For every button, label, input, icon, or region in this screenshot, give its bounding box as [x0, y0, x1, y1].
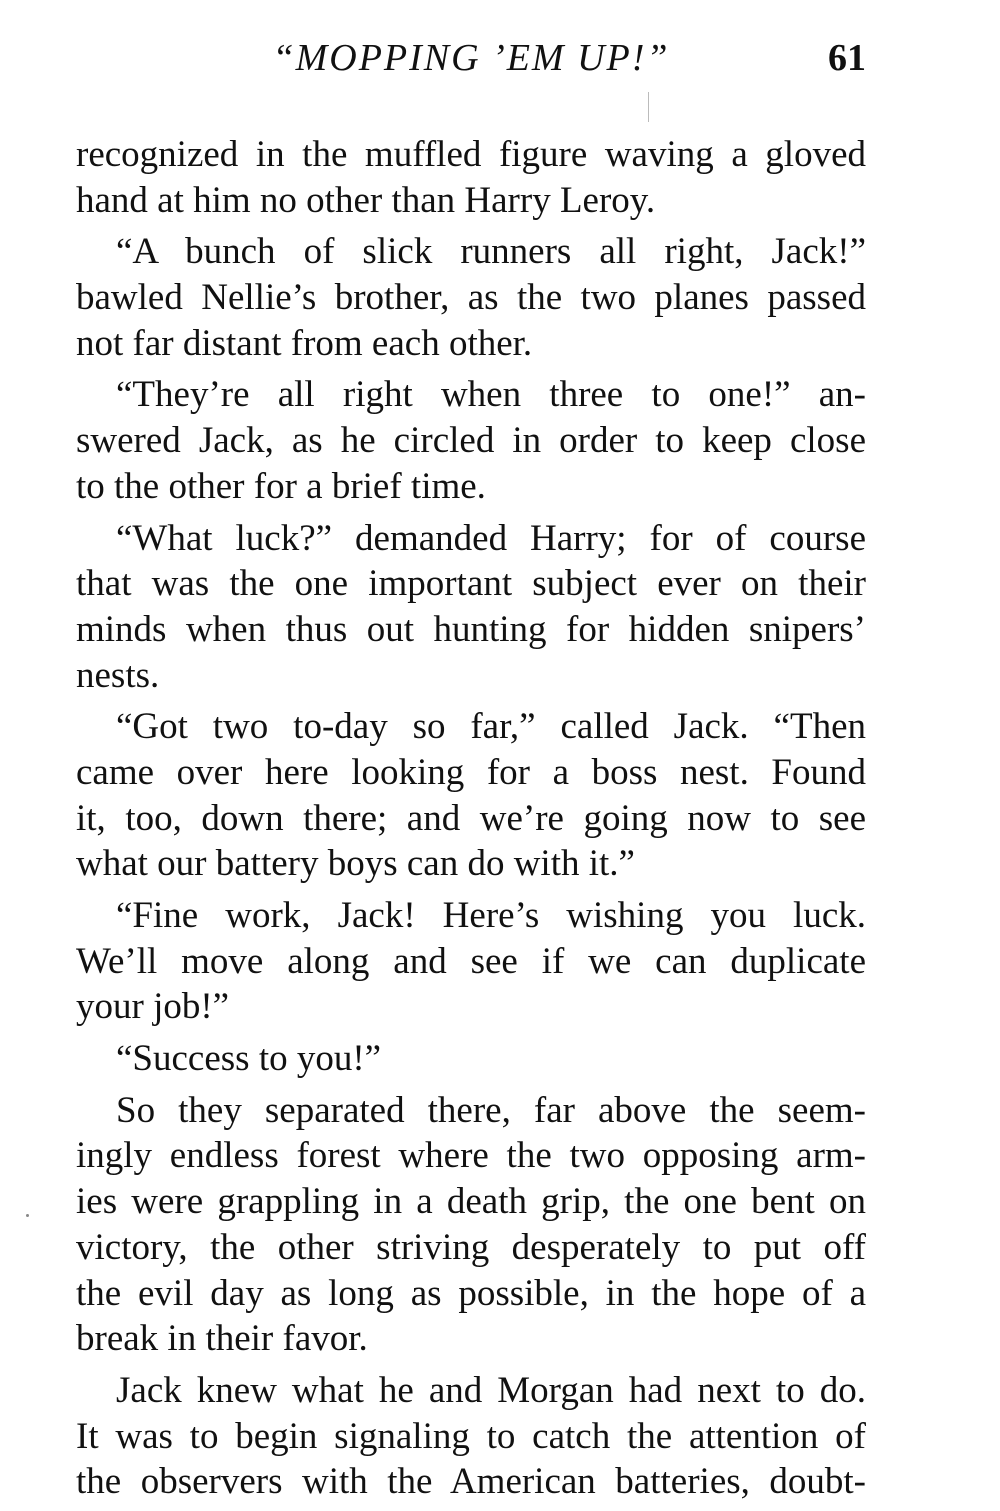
text-line: that was the one important subject ever on their — [76, 563, 866, 605]
text-line: ies were grappling in a death grip, the one bent on — [76, 1181, 866, 1223]
text-line: “What luck?” demanded Harry; for of course — [116, 517, 866, 559]
text-line: hand at him no other than Harry Leroy. — [76, 179, 656, 221]
text-line: “A bunch of slick runners all right, Jack!” — [116, 231, 866, 273]
text-line: It was to begin signaling to catch the attention of — [76, 1415, 866, 1457]
paragraph-6 — [76, 893, 866, 1030]
text-line: break in their favor. — [76, 1318, 368, 1360]
paragraph-8 — [76, 1088, 866, 1362]
paragraph-3 — [76, 372, 866, 509]
text-line: bawled Nellie’s brother, as the two planes passed — [76, 277, 866, 319]
paragraph-7 — [76, 1036, 866, 1082]
text-line: came over here looking for a boss nest. Found — [76, 751, 866, 793]
paragraph-4 — [76, 516, 866, 699]
text-line: “Got two to-day so far,” called Jack. “Then — [116, 706, 866, 748]
page-number: 61 — [828, 37, 866, 79]
text-line: the observers with the American batteries, doubt- — [76, 1461, 866, 1503]
text-line: the evil day as long as possible, in the hope of a — [76, 1272, 866, 1314]
paragraph-2 — [76, 229, 866, 366]
text-line: “Fine work, Jack! Here’s wishing you luck. — [116, 895, 866, 936]
text-line: what our battery boys can do with it.” — [76, 843, 635, 885]
running-head — [76, 34, 866, 94]
text-line: ingly endless forest where the two opposing arm- — [76, 1135, 866, 1177]
text-line: “They’re all right when three to one!” an- — [116, 374, 866, 416]
text-line: not far distant from each other. — [76, 322, 533, 364]
text-line: Jack knew what he and Morgan had next to do. — [116, 1369, 866, 1411]
text-line: nests. — [76, 654, 160, 696]
text-line: victory, the other striving desperately to put off — [76, 1226, 866, 1268]
text-line: it, too, down there; and we’re going now to see — [76, 797, 866, 839]
text-line: recognized in the muffled figure waving a gloved — [76, 134, 866, 175]
text-line: your job!” — [76, 986, 230, 1028]
text-line: “Success to you!” — [116, 1038, 382, 1080]
text-line: swered Jack, as he circled in order to keep close — [76, 420, 866, 462]
print-speck — [26, 1214, 29, 1217]
paragraph-5 — [76, 704, 866, 887]
print-artifact-mark — [648, 92, 649, 122]
text-line: minds when thus out hunting for hidden snipers’ — [76, 608, 866, 650]
text-line: So they separated there, far above the seem- — [116, 1089, 866, 1131]
paragraph-9 — [76, 1368, 866, 1505]
paragraph-1 — [76, 132, 866, 223]
text-line: We’ll move along and see if we can duplicate — [76, 940, 866, 982]
body-text — [76, 132, 866, 1511]
running-title: “MOPPING ’EM UP!” — [272, 37, 670, 79]
text-line: to the other for a brief time. — [76, 465, 486, 507]
